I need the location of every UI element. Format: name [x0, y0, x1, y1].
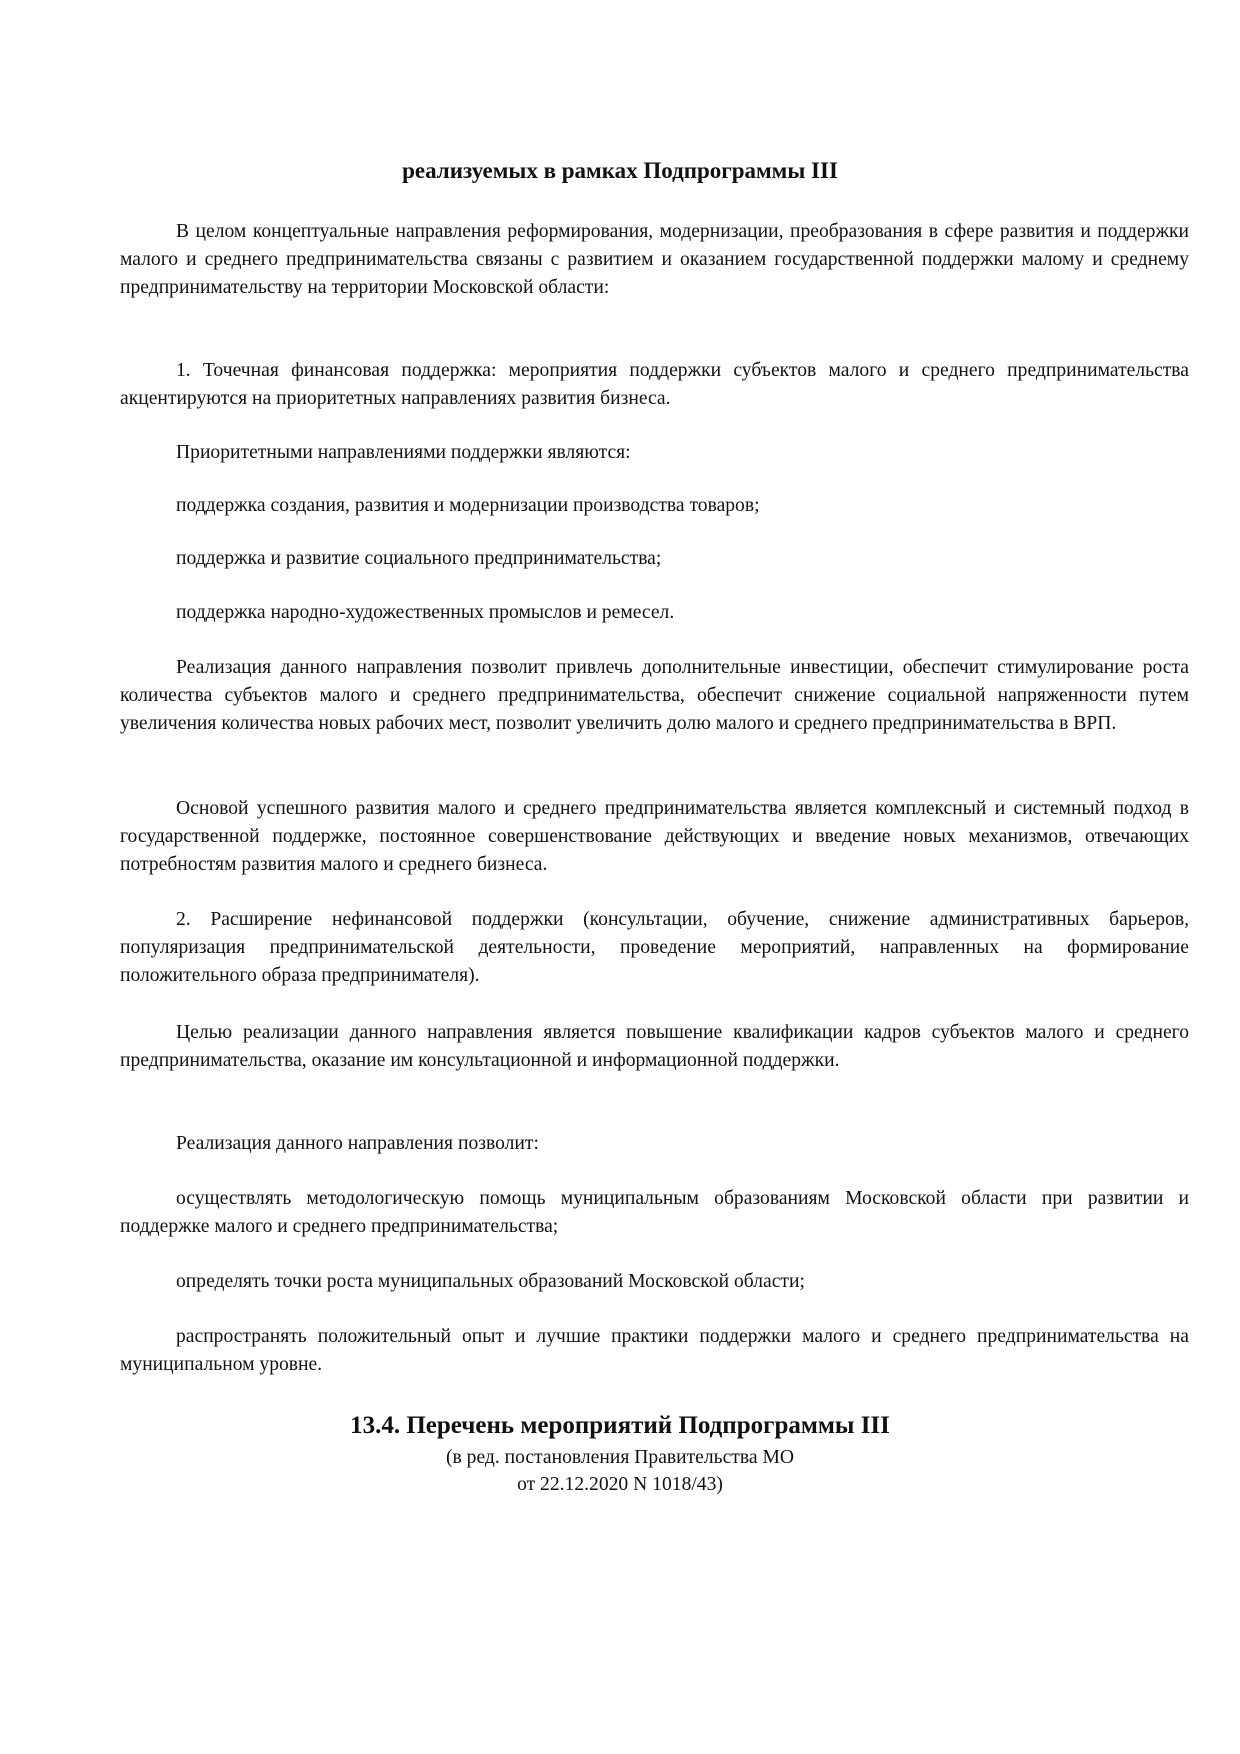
section-heading: 13.4. Перечень мероприятий Подпрограммы III [350, 1412, 890, 1439]
paragraph: 2. Расширение нефинансовой поддержки (консультации, обучение, снижение административных барьеров, популяризация предпринимательской деятельности, проведение мероприятий, направленных на формирование положительного образа предпринимателя). [120, 909, 1189, 986]
list-item: поддержка и развитие социального предпринимательства; [176, 548, 662, 569]
paragraph: 1. Точечная финансовая поддержка: мероприятия поддержки субъектов малого и среднего предпринимательства акцентируются на приоритетных направлениях развития бизнеса. [120, 360, 1189, 409]
paragraph: Реализация данного направления позволит привлечь дополнительные инвестиции, обеспечит стимулирование роста количества субъектов малого и среднего предпринимательства, обеспечит снижение социальной напряженности путем увеличения количества новых рабочих мест, позволит увеличить долю малого и среднего предпринимательства в ВРП. [120, 657, 1189, 734]
paragraph: Приоритетными направлениями поддержки являются: [176, 442, 631, 463]
paragraph: В целом концептуальные направления реформирования, модернизации, преобразования в сфере развития и поддержки малого и среднего предпринимательства связаны с развитием и оказанием государственной поддержки малому и среднему предпринимательству на территории Московской области: [120, 221, 1189, 298]
list-item: поддержка народно-художественных промыслов и ремесел. [176, 602, 675, 623]
list-item: определять точки роста муниципальных образований Московской области; [176, 1271, 805, 1292]
page-title: реализуемых в рамках Подпрограммы III [402, 158, 838, 183]
paragraph: Основой успешного развития малого и среднего предпринимательства является комплексный и системный подход в государственной поддержке, постоянное совершенствование действующих и введение новых механизмов, отвечающих потребностям развития малого и среднего бизнеса. [120, 798, 1189, 875]
paragraph: Реализация данного направления позволит: [176, 1133, 539, 1154]
amendment-note: (в ред. постановления Правительства МО [445, 1447, 795, 1468]
list-item: поддержка создания, развития и модернизации производства товаров; [176, 495, 760, 516]
amendment-note-date: от 22.12.2020 N 1018/43) [517, 1474, 723, 1495]
paragraph: Целью реализации данного направления является повышение квалификации кадров субъектов малого и среднего предпринимательства, оказание им консультационной и информационной поддержки. [120, 1022, 1189, 1071]
list-item: распространять положительный опыт и лучшие практики поддержки малого и среднего предпринимательства на муниципальном уровне. [120, 1326, 1189, 1375]
list-item: осуществлять методологическую помощь муниципальным образованиям Московской области при развитии и поддержке малого и среднего предпринимательства; [120, 1188, 1189, 1237]
